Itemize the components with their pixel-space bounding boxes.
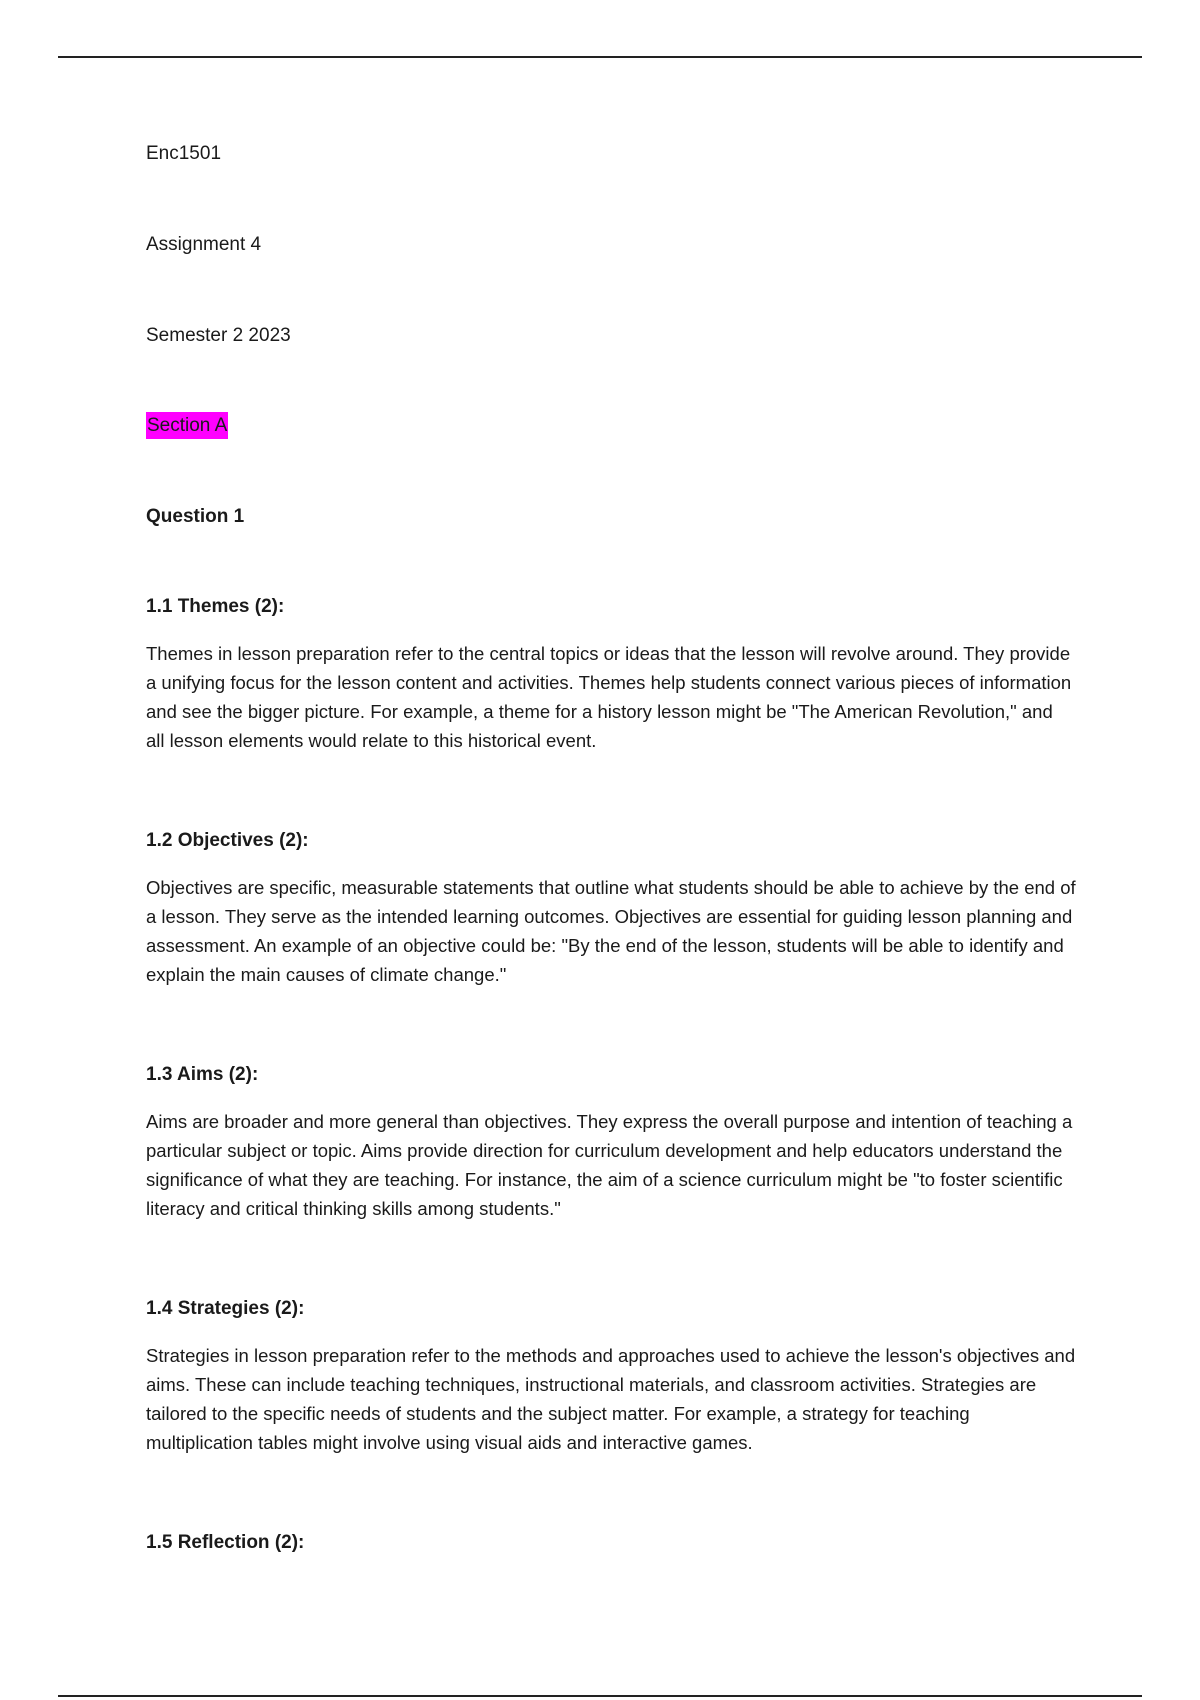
subsection-heading: 1.4 Strategies (2): bbox=[146, 1298, 305, 1319]
subsection-heading: 1.2 Objectives (2): bbox=[146, 830, 309, 851]
section-label-highlight: Section A bbox=[146, 412, 228, 439]
page-bottom-rule bbox=[58, 1695, 1142, 1697]
subsection-reflection bbox=[146, 1529, 1076, 1557]
course-code: Enc1501 bbox=[146, 143, 222, 164]
subsection-strategies bbox=[146, 1295, 1076, 1457]
subsection-body: Strategies in lesson preparation refer to the methods and approaches used to achieve the lesson's objectives and aims. These can include teaching techniques, instructional materials, and classroom activities. Strategies are tailored to the specific needs of students and the subject matter. For example, a strategy for teaching multiplication tables might involve using visual aids and interactive games. bbox=[146, 1345, 1076, 1453]
assignment-title: Assignment 4 bbox=[146, 234, 262, 255]
subsection-body: Aims are broader and more general than objectives. They express the overall purpose and intention of teaching a particular subject or topic. Aims provide direction for curriculum development and help educators understand the significance of what they are teaching. For instance, the aim of a science curriculum might be "to foster scientific literacy and critical thinking skills among students." bbox=[146, 1111, 1073, 1219]
page-top-rule bbox=[58, 56, 1142, 58]
semester-label: Semester 2 2023 bbox=[146, 325, 291, 346]
question-title: Question 1 bbox=[146, 506, 245, 527]
document-body bbox=[146, 140, 1076, 1575]
subsection-heading: 1.3 Aims (2): bbox=[146, 1064, 259, 1085]
subsection-aims bbox=[146, 1061, 1076, 1223]
subsection-heading: 1.1 Themes (2): bbox=[146, 596, 285, 617]
subsection-heading: 1.5 Reflection (2): bbox=[146, 1532, 305, 1553]
section-heading bbox=[146, 412, 1076, 440]
subsection-body: Objectives are specific, measurable statements that outline what students should be able to achieve by the end of a lesson. They serve as the intended learning outcomes. Objectives are essential for guiding lesson planning and assessment. An example of an objective could be: "By the end of the lesson, students will be able to identify and explain the main causes of climate change." bbox=[146, 877, 1076, 985]
subsection-themes bbox=[146, 593, 1076, 755]
subsection-objectives bbox=[146, 827, 1076, 989]
subsection-body: Themes in lesson preparation refer to the central topics or ideas that the lesson will revolve around. They provide a unifying focus for the lesson content and activities. Themes help students connect various pieces of information and see the bigger picture. For example, a theme for a history lesson might be "The American Revolution," and all lesson elements would relate to this historical event. bbox=[146, 643, 1072, 751]
